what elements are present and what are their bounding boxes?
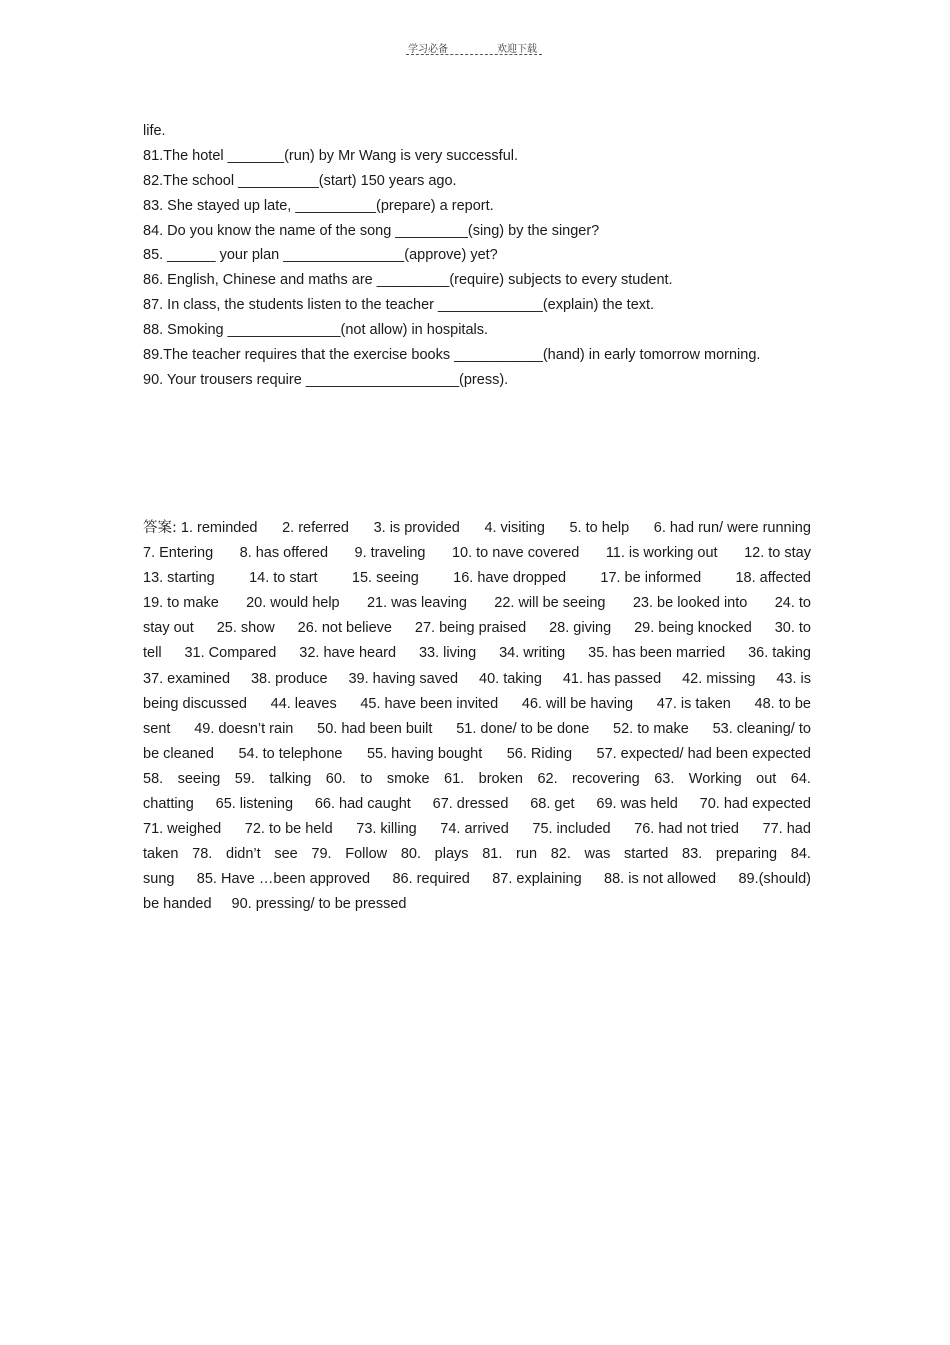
answer-item: 4. visiting <box>484 520 545 536</box>
answer-item: 30. to <box>774 620 811 637</box>
answer-item: didn’t <box>226 846 261 863</box>
answer-item: sung <box>143 871 175 888</box>
answer-item: 21. was leaving <box>366 595 467 612</box>
answer-item: 87. explaining <box>492 871 582 888</box>
answer-item: 51. done/ to be done <box>456 720 590 737</box>
answer-item: was <box>584 846 611 863</box>
answer-item: 49. doesn’t rain <box>194 720 294 737</box>
answer-item: see <box>274 846 298 863</box>
question-line: life. <box>143 123 166 139</box>
answer-item: 41. has passed <box>562 670 662 687</box>
answer-item: 27. being praised <box>414 620 527 637</box>
answer-line <box>143 518 811 543</box>
answer-line <box>143 543 811 568</box>
answer-item: 16. have dropped <box>453 570 567 587</box>
page-header <box>406 38 542 58</box>
answer-item: 34. writing <box>499 645 566 662</box>
question-line: 85. ______ your plan _______________(approve) yet? <box>143 247 498 264</box>
answer-item: taken <box>143 846 179 863</box>
answer-line <box>143 669 811 694</box>
answer-item: 8. has offered <box>239 545 329 562</box>
header-left-text: 学习必备 <box>408 44 448 55</box>
answer-item: 2. referred <box>282 520 349 536</box>
question-line: 81.The hotel _______(run) by Mr Wang is very successful. <box>143 147 519 164</box>
answer-item: 75. included <box>532 821 611 838</box>
answer-item: 46. will be having <box>521 695 634 712</box>
answer-line <box>143 643 811 668</box>
answer-item: run <box>516 846 538 863</box>
answer-item: 33. living <box>418 645 477 662</box>
answer-item: 86. required <box>392 871 470 888</box>
question-line: 87. In class, the students listen to the teacher _____________(explain) the text. <box>143 297 655 314</box>
answer-line <box>143 869 811 894</box>
answer-item: 13. starting <box>143 570 215 587</box>
answer-item: 71. weighed <box>143 821 222 838</box>
answer-item: 59. <box>234 770 255 787</box>
answer-item: 45. have been invited <box>360 695 499 712</box>
answer-item: 42. missing <box>682 670 756 687</box>
question-line: 86. English, Chinese and maths are _________(require) subjects to every student. <box>143 272 673 289</box>
answer-line <box>143 593 811 618</box>
answer-item: 6. had run/ were running <box>653 520 811 536</box>
answer-item: broken <box>478 770 523 787</box>
answer-item: 5. to help <box>569 520 630 536</box>
answer-line <box>143 618 811 643</box>
question-line: 88. Smoking ______________(not allow) in hospitals. <box>143 322 489 339</box>
answer-item: 65. listening <box>215 796 294 813</box>
answer-item: 32. have heard <box>299 645 397 662</box>
question-line: 83. She stayed up late, __________(prepare) a report. <box>143 197 494 214</box>
answer-item: be cleaned <box>143 745 214 762</box>
answer-item: 44. leaves <box>270 695 337 712</box>
answer-item: 3. is provided <box>373 520 460 536</box>
answer-line <box>143 769 811 794</box>
answer-line <box>143 894 811 919</box>
answer-item: 12. to stay <box>744 545 811 562</box>
answer-item: 37. examined <box>143 670 231 687</box>
answer-item: preparing <box>715 846 778 863</box>
answer-item: 58. <box>143 770 164 787</box>
answer-item: 10. to nave covered <box>451 545 580 562</box>
answer-item: 88. is not allowed <box>604 871 717 888</box>
answer-item: 84. <box>790 846 811 863</box>
answer-item: 14. to start <box>249 570 318 587</box>
answer-item: 60. <box>325 770 346 787</box>
answer-item: 53. cleaning/ to <box>712 720 811 737</box>
answer-line <box>143 819 811 844</box>
answer-item: 54. to telephone <box>238 745 343 762</box>
answer-item: started <box>624 846 669 863</box>
answer-lead-label: 答案: <box>143 520 177 536</box>
question-list <box>143 121 823 395</box>
question-line: 89.The teacher requires that the exercise books ___________(hand) in early tomorrow morning. <box>143 347 761 364</box>
header-dashed-rule <box>406 54 542 55</box>
answer-line <box>143 744 811 769</box>
answer-item: 78. <box>192 846 213 863</box>
answer-item: 89.(should) <box>738 871 811 888</box>
answer-item: 17. be informed <box>600 570 702 587</box>
answer-item: being discussed <box>143 695 247 712</box>
answer-item: 77. had <box>762 821 811 838</box>
header-right-text: 欢迎下载 <box>497 44 537 55</box>
answer-item: 90. pressing/ to be pressed <box>231 896 407 913</box>
answer-item: 24. to <box>774 595 811 612</box>
answer-item: 11. is working out <box>605 545 718 562</box>
answer-item: 20. would help <box>246 595 340 612</box>
answer-item: 23. be looked into <box>632 595 748 612</box>
answer-item: 69. was held <box>596 796 678 813</box>
answer-item: 61. <box>444 770 465 787</box>
answer-item: tell <box>143 645 162 662</box>
answer-item: 79. <box>311 846 332 863</box>
answer-item: 47. is taken <box>656 695 731 712</box>
answer-item: 43. is <box>776 670 811 687</box>
answer-item: 73. killing <box>356 821 417 838</box>
answer-line <box>143 794 811 819</box>
answer-item: recovering <box>572 770 640 787</box>
answer-item: 81. <box>482 846 503 863</box>
answer-item: 83. <box>682 846 703 863</box>
answer-line <box>143 844 811 869</box>
answer-item: sent <box>143 720 171 737</box>
answer-item: out <box>756 770 777 787</box>
answer-item: talking <box>269 770 312 787</box>
answer-item: 57. expected/ had been expected <box>596 745 811 762</box>
answer-item: 76. had not tried <box>634 821 739 838</box>
answer-item: 25. show <box>216 620 275 637</box>
answer-first-group <box>143 518 258 543</box>
answer-item: 19. to make <box>143 595 219 612</box>
answer-item: 66. had caught <box>314 796 411 813</box>
answer-item: 72. to be held <box>244 821 333 838</box>
answer-item: 48. to be <box>754 695 811 712</box>
answer-item: stay out <box>143 620 194 637</box>
answer-item: Follow <box>345 846 388 863</box>
answer-key <box>143 518 811 920</box>
answer-item: 74. arrived <box>440 821 509 838</box>
answer-item: 70. had expected <box>699 796 811 813</box>
answer-item: 26. not believe <box>297 620 392 637</box>
answer-item: plays <box>434 846 469 863</box>
answer-item: 29. being knocked <box>634 620 752 637</box>
answer-item: chatting <box>143 796 194 813</box>
answer-line <box>143 694 811 719</box>
answer-item: 67. dressed <box>432 796 509 813</box>
answer-item: 36. taking <box>748 645 811 662</box>
answer-item: 82. <box>550 846 571 863</box>
question-line: 90. Your trousers require ___________________(press). <box>143 371 509 388</box>
answer-item: 56. Riding <box>506 745 573 762</box>
answer-item: 63. <box>654 770 675 787</box>
answer-item: seeing <box>177 770 221 787</box>
answer-item: 28. giving <box>549 620 612 637</box>
answer-item: 68. get <box>530 796 575 813</box>
answer-item: 1. reminded <box>176 520 258 536</box>
answer-item: to <box>360 770 373 787</box>
answer-item: 22. will be seeing <box>494 595 606 612</box>
answer-item: 7. Entering <box>143 545 214 562</box>
answer-line <box>143 719 811 744</box>
question-line: 84. Do you know the name of the song _________(sing) by the singer? <box>143 222 600 239</box>
answer-item: 9. traveling <box>354 545 426 562</box>
answer-item: 62. <box>537 770 558 787</box>
answer-item: 40. taking <box>479 670 542 687</box>
answer-item: 15. seeing <box>351 570 419 587</box>
answer-item: 38. produce <box>250 670 328 687</box>
answer-item: 52. to make <box>613 720 689 737</box>
answer-line <box>143 568 811 593</box>
answer-item: 31. Compared <box>184 645 277 662</box>
answer-item: 80. <box>400 846 421 863</box>
answer-item: 50. had been built <box>317 720 433 737</box>
answer-item: 85. Have …been approved <box>196 871 371 888</box>
answer-item: 39. having saved <box>348 670 459 687</box>
answer-item: 55. having bought <box>366 745 483 762</box>
answer-item: smoke <box>386 770 430 787</box>
answer-item: be handed <box>143 896 212 913</box>
answer-item: 64. <box>790 770 811 787</box>
answer-item: Working <box>688 770 742 787</box>
answer-item: 18. affected <box>735 570 811 587</box>
answer-item: 35. has been married <box>588 645 726 662</box>
question-line: 82.The school __________(start) 150 years ago. <box>143 172 457 189</box>
